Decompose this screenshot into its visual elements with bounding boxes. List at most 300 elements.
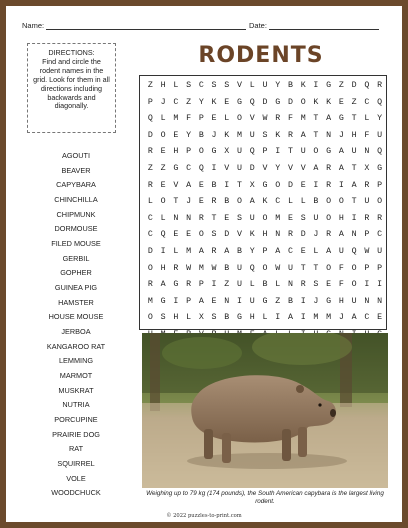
grid-cell[interactable]: O <box>160 130 166 140</box>
grid-cell[interactable]: O <box>147 313 153 323</box>
grid-cell[interactable]: P <box>186 296 192 306</box>
grid-cell[interactable]: P <box>377 263 383 273</box>
grid-cell[interactable]: C <box>364 313 370 323</box>
grid-cell[interactable]: D <box>147 246 153 256</box>
grid-cell[interactable]: A <box>224 246 230 256</box>
grid-cell[interactable]: I <box>364 280 370 290</box>
grid-cell[interactable]: Q <box>377 97 383 107</box>
grid-cell[interactable]: K <box>262 197 268 207</box>
grid-cell[interactable]: T <box>287 147 293 157</box>
grid-cell[interactable]: J <box>338 130 344 140</box>
grid-cell[interactable]: O <box>351 280 357 290</box>
grid-cell[interactable]: H <box>338 213 344 223</box>
grid-cell[interactable]: R <box>364 213 370 223</box>
grid-cell[interactable]: G <box>326 296 332 306</box>
grid-cell[interactable]: U <box>249 296 255 306</box>
grid-cell[interactable]: Q <box>364 81 370 90</box>
grid-cell[interactable]: Y <box>198 97 204 107</box>
grid-cell[interactable]: H <box>160 263 166 273</box>
word-search-grid[interactable] <box>139 75 387 330</box>
grid-cell[interactable]: H <box>173 313 179 323</box>
grid-cell[interactable]: K <box>224 130 230 140</box>
grid-cell[interactable]: G <box>173 280 179 290</box>
grid-cell[interactable]: X <box>224 147 230 157</box>
grid-cell[interactable]: R <box>173 263 179 273</box>
grid-cell[interactable]: A <box>313 163 319 173</box>
date-line[interactable] <box>269 22 379 30</box>
grid-cell[interactable]: U <box>351 296 357 306</box>
grid-cell[interactable]: R <box>287 130 293 140</box>
grid-cell[interactable]: A <box>338 163 344 173</box>
grid-cell[interactable]: K <box>300 81 306 90</box>
grid-cell[interactable]: V <box>237 230 242 240</box>
grid-cell[interactable]: T <box>313 263 319 273</box>
grid-cell[interactable]: J <box>313 296 319 306</box>
grid-cell[interactable]: P <box>186 147 192 157</box>
grid-cell[interactable]: Z <box>275 296 281 306</box>
grid-cell[interactable]: L <box>224 114 230 124</box>
grid-cell[interactable]: I <box>211 163 217 173</box>
grid-cell[interactable]: Z <box>147 163 153 173</box>
grid-cell[interactable]: G <box>262 180 268 190</box>
grid-cell[interactable]: V <box>300 163 306 173</box>
grid-cell[interactable]: G <box>338 114 344 124</box>
grid-cell[interactable]: E <box>377 313 383 323</box>
grid-cell[interactable]: O <box>326 213 332 223</box>
grid-cell[interactable]: O <box>262 213 268 223</box>
grid-cell[interactable]: L <box>186 313 192 323</box>
grid-cell[interactable]: B <box>237 246 242 256</box>
grid-cell[interactable]: L <box>249 81 255 90</box>
grid-cell[interactable]: B <box>313 197 319 207</box>
grid-cell[interactable]: Z <box>351 97 357 107</box>
grid-cell[interactable]: L <box>287 197 293 207</box>
grid-cell[interactable]: L <box>147 197 153 207</box>
grid-cell[interactable]: O <box>313 147 319 157</box>
grid-cell[interactable]: J <box>338 313 344 323</box>
grid-cell[interactable]: Q <box>377 147 383 157</box>
grid-cell[interactable]: A <box>338 147 344 157</box>
grid-cell[interactable]: U <box>237 280 242 290</box>
grid-cell[interactable]: A <box>351 313 357 323</box>
grid-cell[interactable]: I <box>173 296 179 306</box>
grid-cell[interactable]: V <box>262 163 268 173</box>
grid-cell[interactable]: R <box>377 81 383 90</box>
grid-cell[interactable]: H <box>249 313 255 323</box>
grid-cell[interactable]: N <box>377 296 383 306</box>
grid-cell[interactable]: A <box>198 246 204 256</box>
grid-cell[interactable]: A <box>287 313 293 323</box>
grid-cell[interactable]: T <box>237 180 242 190</box>
grid-cell[interactable]: L <box>364 114 370 124</box>
grid-cell[interactable]: L <box>160 114 166 124</box>
grid-cell[interactable]: B <box>211 180 217 190</box>
grid-cell[interactable]: L <box>275 280 281 290</box>
grid-cell[interactable]: N <box>173 213 179 223</box>
grid-cell[interactable]: Y <box>249 246 255 256</box>
grid-cell[interactable]: B <box>287 296 293 306</box>
grid-cell[interactable]: V <box>287 163 293 173</box>
word-list-item: VOLE <box>66 473 86 483</box>
grid-cell[interactable]: R <box>147 280 153 290</box>
grid-cell[interactable]: E <box>287 213 293 223</box>
grid-cell[interactable]: M <box>147 296 153 306</box>
grid-cell[interactable]: O <box>326 263 332 273</box>
grid-cell[interactable]: L <box>313 246 319 256</box>
grid-cell[interactable]: M <box>313 313 319 323</box>
grid-cell[interactable]: U <box>338 246 344 256</box>
grid-cell[interactable]: T <box>173 197 179 207</box>
grid-cell[interactable]: O <box>262 263 268 273</box>
grid-cell[interactable]: R <box>287 230 293 240</box>
grid-cell[interactable]: K <box>249 230 255 240</box>
grid-cell[interactable]: O <box>198 230 204 240</box>
grid-row <box>140 111 386 128</box>
grid-cell[interactable]: D <box>300 230 306 240</box>
grid-cell[interactable]: E <box>198 180 204 190</box>
grid-cell[interactable]: P <box>364 263 370 273</box>
grid-cell[interactable]: C <box>173 97 179 107</box>
grid-cell[interactable]: C <box>186 163 192 173</box>
grid-cell[interactable]: E <box>211 296 217 306</box>
grid-cell[interactable]: J <box>160 97 166 107</box>
grid-cell[interactable]: Q <box>147 114 153 124</box>
grid-cell[interactable]: U <box>237 263 242 273</box>
grid-cell[interactable]: I <box>351 213 357 223</box>
grid-cell[interactable]: Y <box>275 163 281 173</box>
grid-cell[interactable]: F <box>287 114 293 124</box>
grid-cell[interactable]: U <box>237 163 242 173</box>
grid-cell[interactable]: E <box>224 213 230 223</box>
grid-cell[interactable]: G <box>211 147 217 157</box>
grid-cell[interactable]: U <box>262 81 268 90</box>
grid-cell[interactable]: R <box>211 197 217 207</box>
grid-cell[interactable]: P <box>147 97 153 107</box>
grid-cell[interactable]: J <box>186 197 192 207</box>
grid-cell[interactable]: S <box>300 213 306 223</box>
grid-cell[interactable]: D <box>262 97 268 107</box>
grid-cell[interactable]: V <box>224 163 230 173</box>
word-list-item: RAT <box>68 444 84 454</box>
word-list-item: MUSKRAT <box>58 385 94 395</box>
grid-cell[interactable]: E <box>173 130 179 140</box>
word-list-item: DORMOUSE <box>54 224 98 234</box>
grid-cell[interactable]: G <box>275 97 281 107</box>
grid-cell[interactable]: R <box>326 230 332 240</box>
grid-cell[interactable]: O <box>351 263 357 273</box>
grid-cell[interactable]: M <box>198 263 204 273</box>
grid-cell[interactable]: D <box>287 97 293 107</box>
grid-cell[interactable]: P <box>262 246 268 256</box>
grid-cell[interactable]: U <box>351 147 357 157</box>
grid-cell[interactable]: R <box>275 114 281 124</box>
grid-cell[interactable]: A <box>186 180 192 190</box>
grid-cell[interactable]: E <box>198 197 204 207</box>
grid-cell[interactable]: N <box>364 296 370 306</box>
grid-cell[interactable]: R <box>364 180 370 190</box>
grid-cell[interactable]: T <box>351 163 357 173</box>
grid-cell[interactable]: U <box>287 263 293 273</box>
grid-cell[interactable]: T <box>313 114 319 124</box>
grid-cell[interactable]: U <box>249 130 255 140</box>
grid-cell[interactable]: U <box>364 197 370 207</box>
grid-cell[interactable]: C <box>147 213 153 223</box>
grid-cell[interactable]: I <box>224 180 230 190</box>
grid-cell[interactable]: W <box>262 114 268 124</box>
grid-cell[interactable]: K <box>326 97 332 107</box>
grid-cell[interactable]: O <box>237 197 242 207</box>
grid-cell[interactable]: Q <box>249 97 255 107</box>
grid-cell[interactable]: B <box>198 130 204 140</box>
grid-cell[interactable]: E <box>186 230 192 240</box>
grid-cell[interactable]: O <box>198 147 204 157</box>
grid-cell[interactable]: G <box>326 147 332 157</box>
grid-cell[interactable]: L <box>173 246 179 256</box>
grid-cell[interactable]: B <box>262 280 268 290</box>
grid-cell[interactable]: M <box>300 114 306 124</box>
grid-cell[interactable]: U <box>300 147 306 157</box>
grid-cell[interactable]: G <box>377 163 383 173</box>
grid-cell[interactable]: G <box>237 97 242 107</box>
grid-cell[interactable]: W <box>364 246 370 256</box>
grid-cell[interactable]: X <box>364 163 370 173</box>
grid-cell[interactable]: G <box>262 296 268 306</box>
grid-cell[interactable]: E <box>160 180 166 190</box>
grid-cell[interactable]: P <box>364 230 370 240</box>
grid-cell[interactable]: O <box>160 197 166 207</box>
grid-cell[interactable]: H <box>262 230 268 240</box>
grid-cell[interactable]: S <box>186 81 192 90</box>
grid-cell[interactable]: N <box>275 230 281 240</box>
grid-cell[interactable]: W <box>211 263 217 273</box>
name-line[interactable] <box>46 22 246 30</box>
grid-cell[interactable]: E <box>224 97 230 107</box>
grid-cell[interactable]: Q <box>249 263 255 273</box>
grid-cell[interactable]: T <box>300 263 306 273</box>
grid-cell[interactable]: C <box>275 197 281 207</box>
grid-cell[interactable]: R <box>147 180 153 190</box>
word-list-item: PORCUPINE <box>54 415 98 425</box>
grid-cell[interactable]: S <box>211 230 217 240</box>
grid-cell[interactable]: T <box>211 213 217 223</box>
grid-cell[interactable]: V <box>173 180 179 190</box>
grid-cell[interactable]: A <box>160 280 166 290</box>
grid-cell[interactable]: R <box>147 147 153 157</box>
grid-cell[interactable]: D <box>249 163 255 173</box>
grid-cell[interactable]: K <box>275 130 281 140</box>
grid-cell[interactable]: E <box>326 280 332 290</box>
grid-cell[interactable]: L <box>173 81 179 90</box>
grid-cell[interactable]: L <box>249 280 255 290</box>
grid-cell[interactable]: Y <box>377 114 383 124</box>
grid-cell[interactable]: P <box>198 280 204 290</box>
grid-cell[interactable]: I <box>313 180 319 190</box>
grid-cell[interactable]: I <box>313 81 319 90</box>
grid-cell[interactable]: B <box>224 313 230 323</box>
grid-cell[interactable]: G <box>173 163 179 173</box>
grid-cell[interactable]: C <box>147 230 153 240</box>
grid-cell[interactable]: H <box>351 130 357 140</box>
grid-cell[interactable]: W <box>186 263 192 273</box>
grid-cell[interactable]: V <box>237 81 242 90</box>
grid-cell[interactable]: D <box>351 81 357 90</box>
grid-cell[interactable]: O <box>326 197 332 207</box>
grid-cell[interactable]: T <box>351 197 357 207</box>
grid-cell[interactable]: Q <box>351 246 357 256</box>
grid-cell[interactable]: A <box>326 114 332 124</box>
grid-cell[interactable]: I <box>211 280 217 290</box>
grid-cell[interactable]: O <box>275 180 281 190</box>
grid-cell[interactable]: A <box>326 246 332 256</box>
grid-cell[interactable]: L <box>300 197 306 207</box>
grid-row <box>140 277 386 294</box>
grid-cell[interactable]: E <box>300 180 306 190</box>
grid-cell[interactable]: U <box>377 130 383 140</box>
grid-cell[interactable]: N <box>351 230 357 240</box>
grid-cell[interactable]: C <box>377 230 383 240</box>
grid-cell[interactable]: S <box>211 313 217 323</box>
grid-cell[interactable]: D <box>147 130 153 140</box>
grid-cell[interactable]: D <box>224 230 230 240</box>
grid-cell[interactable]: Z <box>338 81 344 90</box>
grid-cell[interactable]: M <box>326 313 332 323</box>
grid-cell[interactable]: T <box>351 114 357 124</box>
grid-cell[interactable]: S <box>313 280 319 290</box>
grid-cell[interactable]: Z <box>160 163 166 173</box>
grid-cell[interactable]: C <box>364 97 370 107</box>
grid-cell[interactable]: P <box>198 114 204 124</box>
grid-cell[interactable]: A <box>300 130 306 140</box>
grid-cell[interactable]: S <box>262 130 268 140</box>
grid-cell[interactable]: A <box>198 296 204 306</box>
grid-cell[interactable]: E <box>173 230 179 240</box>
grid-cell[interactable]: N <box>326 130 332 140</box>
grid-cell[interactable]: P <box>262 147 268 157</box>
grid-cell[interactable]: O <box>338 197 344 207</box>
grid-cell[interactable]: B <box>287 81 293 90</box>
grid-cell[interactable]: U <box>249 213 255 223</box>
grid-cell[interactable]: Q <box>160 230 166 240</box>
grid-cell[interactable]: N <box>186 213 192 223</box>
grid-cell[interactable]: G <box>326 81 332 90</box>
grid-cell[interactable]: N <box>224 296 230 306</box>
grid-cell[interactable]: C <box>287 246 293 256</box>
grid-cell[interactable]: T <box>313 130 319 140</box>
grid-cell[interactable]: K <box>211 97 217 107</box>
grid-cell[interactable]: U <box>313 213 319 223</box>
grid-cell[interactable]: F <box>338 263 344 273</box>
grid-cell[interactable]: F <box>186 114 192 124</box>
grid-cell[interactable]: A <box>275 246 281 256</box>
grid-cell[interactable]: F <box>338 280 344 290</box>
grid-cell[interactable]: U <box>237 147 242 157</box>
grid-cell[interactable]: Q <box>198 163 204 173</box>
grid-cell[interactable]: Z <box>186 97 192 107</box>
copyright-text: © 2022 puzzles-to-print.com <box>166 513 242 519</box>
grid-cell[interactable]: K <box>313 97 319 107</box>
grid-cell[interactable]: B <box>224 263 230 273</box>
grid-cell[interactable]: R <box>186 280 192 290</box>
word-list-item: NUTRIA <box>62 400 90 410</box>
grid-cell[interactable]: L <box>262 313 268 323</box>
grid-cell[interactable]: H <box>160 81 166 90</box>
grid-cell[interactable]: M <box>275 213 281 223</box>
grid-cell[interactable]: E <box>338 97 344 107</box>
grid-cell[interactable]: I <box>275 313 281 323</box>
grid-cell[interactable]: Y <box>186 130 192 140</box>
grid-cell[interactable]: Z <box>147 81 153 90</box>
grid-cell[interactable]: Y <box>275 81 281 90</box>
grid-cell[interactable]: J <box>313 230 319 240</box>
grid-cell[interactable]: A <box>249 197 255 207</box>
grid-cell[interactable]: E <box>160 147 166 157</box>
grid-cell[interactable]: E <box>211 114 217 124</box>
grid-cell[interactable]: U <box>377 246 383 256</box>
grid-cell[interactable]: J <box>211 130 217 140</box>
grid-cell[interactable]: R <box>377 213 383 223</box>
grid-cell[interactable]: M <box>186 246 192 256</box>
grid-cell[interactable]: S <box>224 81 230 90</box>
grid-cell[interactable]: O <box>300 97 306 107</box>
grid-cell[interactable]: H <box>173 147 179 157</box>
grid-cell[interactable]: H <box>338 296 344 306</box>
grid-cell[interactable]: R <box>326 163 332 173</box>
grid-cell[interactable]: X <box>198 313 204 323</box>
grid-cell[interactable]: Z <box>224 280 230 290</box>
grid-cell[interactable]: A <box>351 180 357 190</box>
grid-cell[interactable]: N <box>364 147 370 157</box>
grid-cell[interactable]: C <box>198 81 204 90</box>
grid-cell[interactable]: N <box>287 280 293 290</box>
grid-cell[interactable]: M <box>237 130 242 140</box>
grid-cell[interactable]: R <box>326 180 332 190</box>
grid-cell[interactable]: D <box>287 180 293 190</box>
word-list-item: GUINEA PIG <box>54 283 98 293</box>
grid-cell[interactable]: R <box>300 280 306 290</box>
grid-cell[interactable]: O <box>237 114 242 124</box>
grid-cell[interactable]: S <box>211 81 217 90</box>
grid-cell[interactable]: F <box>364 130 370 140</box>
grid-cell[interactable]: O <box>147 263 153 273</box>
grid-cell[interactable]: I <box>237 296 242 306</box>
grid-cell[interactable]: I <box>160 246 166 256</box>
grid-cell[interactable]: A <box>338 230 344 240</box>
grid-cell[interactable]: W <box>275 263 281 273</box>
grid-cell[interactable]: I <box>275 147 281 157</box>
grid-cell[interactable]: I <box>300 313 306 323</box>
grid-cell[interactable]: G <box>237 313 242 323</box>
grid-cell[interactable]: B <box>224 197 230 207</box>
grid-cell[interactable]: O <box>377 197 383 207</box>
grid-cell[interactable]: I <box>300 296 306 306</box>
grid-cell[interactable]: V <box>249 114 255 124</box>
grid-cell[interactable]: I <box>377 280 383 290</box>
grid-cell[interactable]: R <box>211 246 217 256</box>
grid-cell[interactable]: P <box>377 180 383 190</box>
grid-cell[interactable]: X <box>249 180 255 190</box>
grid-cell[interactable]: Q <box>249 147 255 157</box>
grid-cell[interactable]: R <box>198 213 204 223</box>
page-title: RODENTS <box>198 43 324 68</box>
grid-cell[interactable]: L <box>160 213 166 223</box>
grid-cell[interactable]: S <box>160 313 166 323</box>
grid-cell[interactable]: I <box>338 180 344 190</box>
grid-cell[interactable]: G <box>160 296 166 306</box>
grid-cell[interactable]: S <box>237 213 242 223</box>
grid-cell[interactable]: E <box>300 246 306 256</box>
grid-cell[interactable]: M <box>173 114 179 124</box>
photo-caption: Weighing up to 79 kg (174 pounds), the South American capybara is the largest living rodent. <box>146 490 384 505</box>
